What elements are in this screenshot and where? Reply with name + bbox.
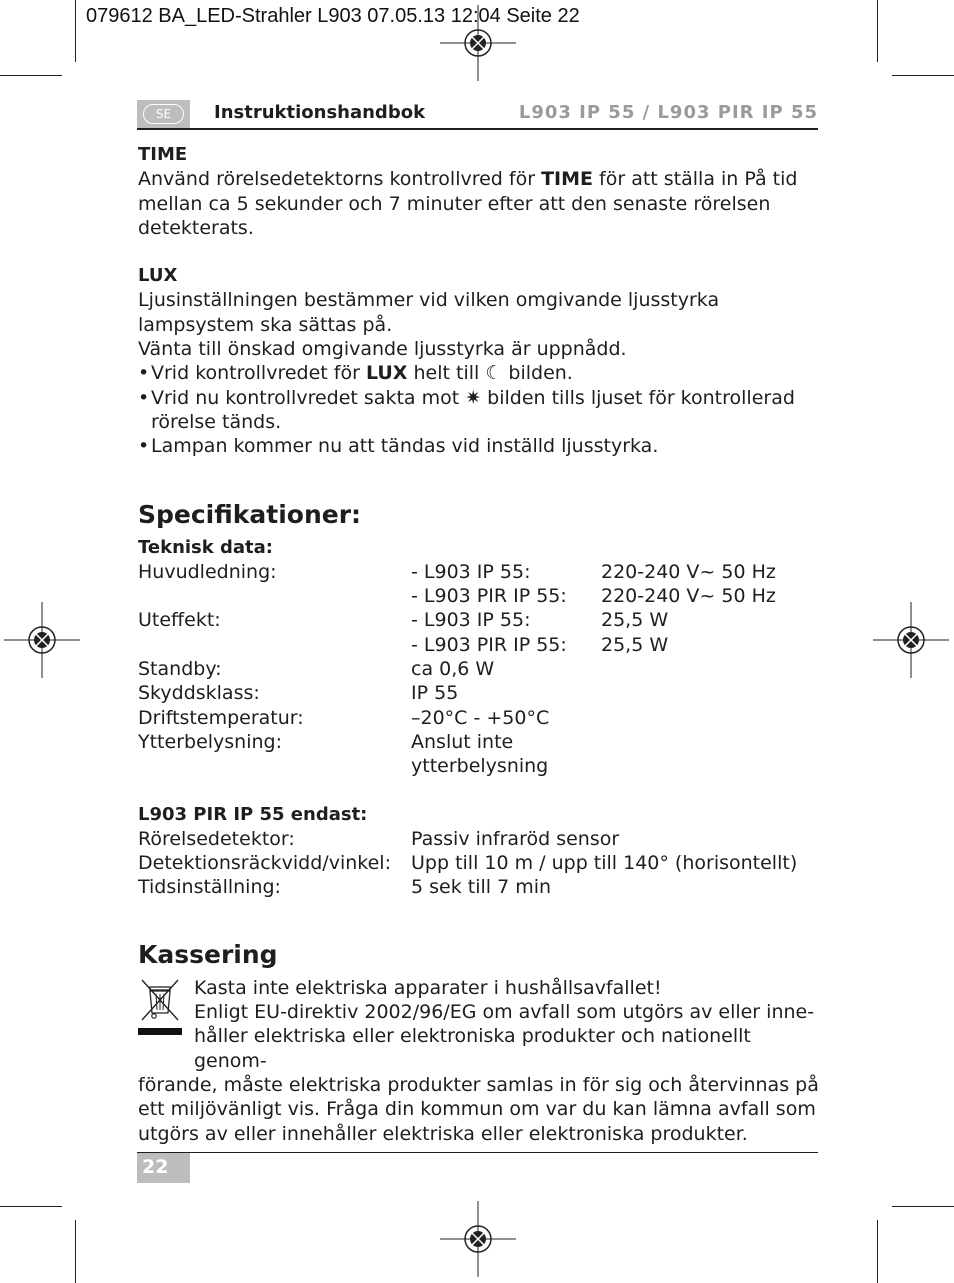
- text: Lampan kommer nu att tändas vid inställd ljusstyrka.: [151, 435, 659, 458]
- crop-line: [892, 1206, 954, 1207]
- spec-label: Rörelsedetektor:: [138, 827, 295, 850]
- registration-mark-icon: [440, 5, 516, 81]
- lux-paragraph: Ljusinställningen bestämmer vid vilken omgivande ljusstyrka lampsystem ska sättas på.: [138, 289, 720, 336]
- disposal-heading: Kassering: [138, 939, 278, 969]
- spec-value: Passiv infraröd sensor: [411, 827, 620, 850]
- spec-label: Ytterbelysning:: [138, 730, 283, 753]
- text-bold: LUX: [365, 362, 408, 385]
- page-header: [137, 100, 818, 130]
- pir-only-heading: L903 PIR IP 55 endast:: [138, 803, 368, 825]
- text: för att ställa in På tid mellan ca 5 sekunder och 7 minuter efter att den senaste rörelsen detekterats.: [138, 168, 798, 239]
- spec-label: Tidsinställning:: [138, 876, 281, 899]
- spec-value: 5 sek till 7 min: [411, 876, 552, 899]
- registration-mark-icon: [873, 602, 949, 678]
- spec-label: Standby:: [138, 658, 222, 681]
- lux-paragraph: Vänta till önskad omgivande ljusstyrka är uppnådd.: [138, 338, 627, 361]
- spec-row: [138, 633, 828, 657]
- spec-value: 25,5 W: [601, 633, 669, 656]
- spec-label: [138, 633, 411, 657]
- list-item: [138, 361, 828, 385]
- language-badge: [137, 100, 190, 128]
- bullet: •: [138, 435, 150, 458]
- disposal-line: håller elektriska eller elektroniska produkter och nationellt genom-: [194, 1025, 751, 1072]
- spec-table: [138, 560, 828, 779]
- spec-model: IP 55: [411, 682, 459, 705]
- spec-row: [138, 657, 828, 681]
- spec-row: [138, 875, 828, 899]
- bullet: •: [138, 362, 150, 385]
- spec-model: - L903 PIR IP 55:: [411, 633, 567, 656]
- spec-row: [138, 560, 828, 584]
- list-item: [138, 434, 828, 458]
- technical-data-heading: Teknisk data:: [138, 536, 273, 558]
- spec-model: Anslut inte ytterbelysning: [411, 730, 549, 778]
- bullet: •: [138, 386, 150, 409]
- text: Använd rörelsedetektorns kontrollvred för: [138, 168, 542, 191]
- text: Vrid nu kontrollvredet sakta mot ✷ bilden tills ljuset för kontrollerad rörelse tänds.: [151, 386, 795, 433]
- header-divider: [137, 128, 818, 130]
- text-bold: TIME: [541, 168, 593, 191]
- registration-mark-icon: [4, 602, 80, 678]
- footer-divider: [137, 1152, 818, 1153]
- disposal-line: Kasta inte elektriska apparater i hushållsavfallet!: [194, 976, 662, 999]
- spec-model: –20°C - +50°C: [411, 706, 550, 729]
- crop-line: [75, 1220, 76, 1283]
- specifications-heading: Specifikationer:: [138, 499, 362, 529]
- text: helt till ☾ bilden.: [407, 362, 573, 385]
- language-code: SE: [143, 104, 184, 124]
- time-heading: TIME: [138, 144, 188, 165]
- manual-title: Instruktionshandbok: [214, 102, 426, 123]
- spec-label: Detektionsräckvidd/vinkel:: [138, 852, 391, 875]
- spec-label: Uteffekt:: [138, 609, 221, 632]
- spec-row: [138, 706, 828, 730]
- page-number: 22: [137, 1153, 190, 1183]
- pir-spec-table: [138, 827, 828, 900]
- spec-value: 220-240 V~ 50 Hz: [601, 585, 776, 608]
- spec-value: 220-240 V~ 50 Hz: [601, 560, 776, 583]
- crop-line: [0, 1206, 62, 1207]
- list-item: [138, 386, 828, 435]
- spec-model: ca 0,6 W: [411, 658, 495, 681]
- spec-row: [138, 584, 828, 608]
- spec-row: [138, 730, 828, 779]
- spec-row: [138, 681, 828, 705]
- model-name: L903 IP 55 / L903 PIR IP 55: [518, 102, 818, 123]
- disposal-section: [138, 976, 828, 1146]
- crop-line: [892, 75, 954, 76]
- spec-row: [138, 608, 828, 632]
- crop-line: [877, 1220, 878, 1283]
- spec-value: 25,5 W: [601, 609, 669, 632]
- spec-value: Upp till 10 m / upp till 140° (horisontellt): [411, 852, 798, 875]
- spec-label: Skyddsklass:: [138, 682, 260, 705]
- crop-line: [877, 0, 878, 62]
- print-slug: 079612 BA_LED-Strahler L903 07.05.13 12:04 Seite 22: [86, 5, 580, 27]
- spec-label: Huvudledning:: [138, 560, 277, 583]
- disposal-line: Enligt EU-direktiv 2002/96/EG om avfall som utgörs av eller inne-: [194, 1001, 815, 1024]
- spec-model: - L903 IP 55:: [411, 560, 531, 583]
- time-paragraph: [138, 167, 828, 240]
- spec-model: - L903 IP 55:: [411, 609, 531, 632]
- spec-model: - L903 PIR IP 55:: [411, 585, 567, 608]
- spec-row: [138, 827, 828, 851]
- disposal-paragraph: förande, måste elektriska produkter samlas in för sig och återvinnas på ett miljövänligt vis. Fråga din kommun om var du kan lämna avfall som utgörs av eller innehåller elektriska eller elektroniska produkter.: [138, 1073, 819, 1145]
- spec-row: [138, 851, 828, 875]
- spec-label: [138, 584, 411, 608]
- lux-heading: LUX: [138, 265, 178, 287]
- crop-line: [0, 75, 62, 76]
- spec-label: Driftstemperatur:: [138, 706, 304, 729]
- crop-line: [75, 0, 76, 62]
- registration-mark-icon: [440, 1201, 516, 1277]
- text: Vrid kontrollvredet för: [151, 362, 366, 385]
- page-content: [138, 143, 828, 1146]
- crossed-out-wheelie-bin-icon: [138, 978, 182, 1036]
